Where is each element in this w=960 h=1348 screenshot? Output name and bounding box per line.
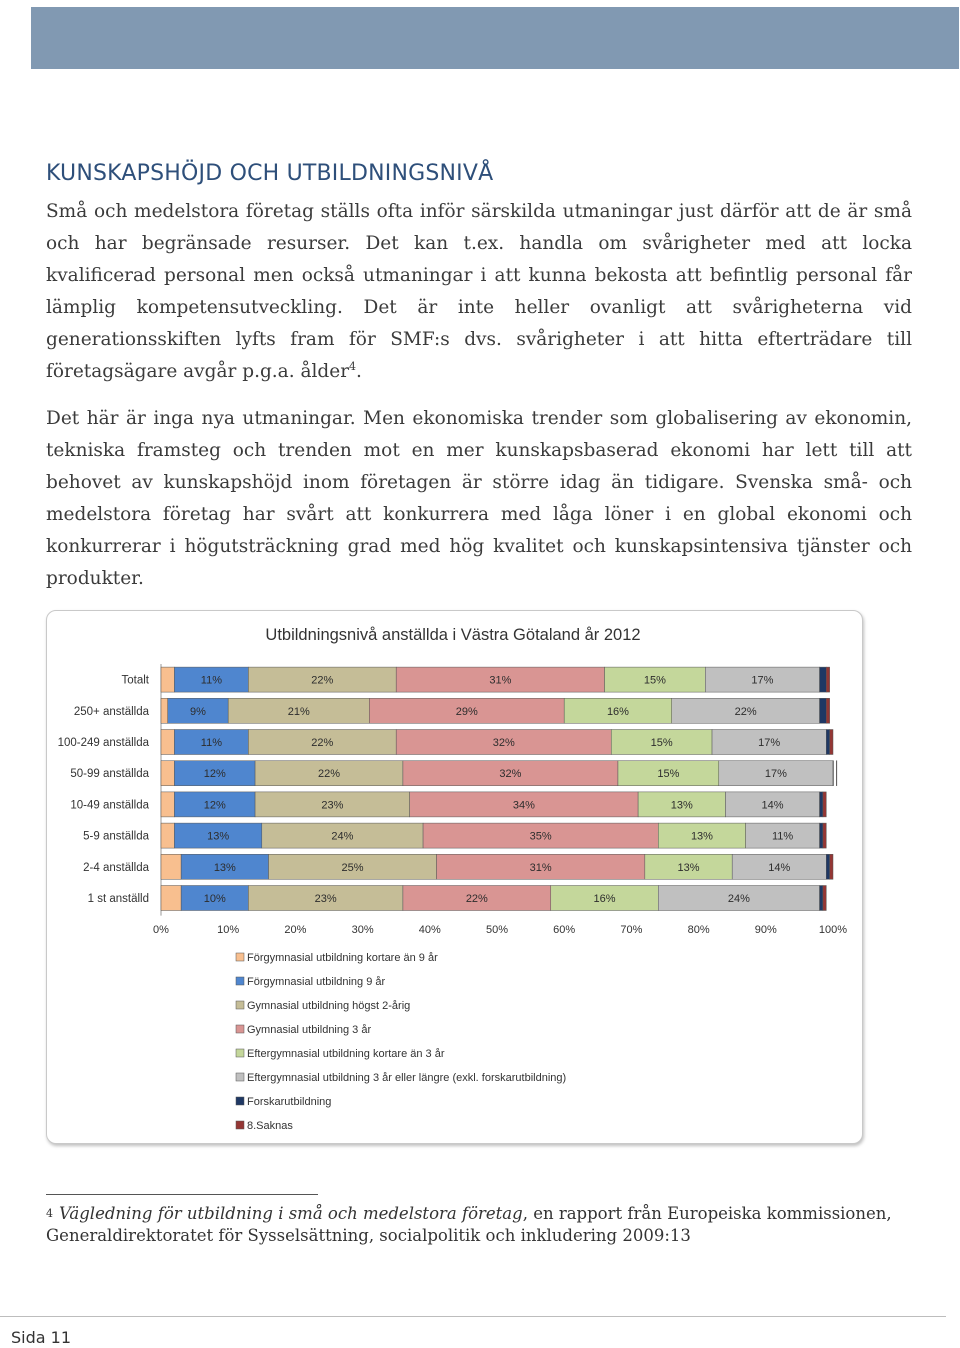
x-tick-label: 0%: [153, 924, 169, 936]
data-label: 22%: [311, 737, 334, 749]
data-label: 14%: [761, 799, 784, 812]
category-label: 100-249 anställda: [57, 737, 149, 749]
bar-segment: [826, 730, 829, 755]
data-label: 34%: [512, 799, 535, 812]
bar-segment: [820, 823, 823, 848]
bar-segment: [826, 854, 829, 879]
data-label: 15%: [657, 768, 680, 781]
header-band: [31, 7, 959, 69]
data-label: 13%: [690, 830, 713, 843]
bar-segment: [833, 761, 834, 786]
bar-segment: [161, 854, 181, 879]
legend-label: Gymnasial utbildning högst 2-årig: [247, 1000, 411, 1012]
data-label: 13%: [670, 799, 693, 812]
data-label: 14%: [768, 861, 791, 874]
bar-segment: [826, 667, 829, 692]
footer-divider: [0, 1316, 946, 1317]
bar-segment: [830, 730, 833, 755]
x-tick-label: 100%: [818, 924, 848, 936]
data-label: 13%: [677, 861, 700, 874]
bar-segment: [823, 823, 826, 848]
bar-segment: [161, 823, 174, 848]
legend-swatch: [236, 1121, 244, 1129]
data-label: 21%: [287, 705, 310, 718]
page-number: Sida 11: [11, 1328, 72, 1347]
category-label: 1 st anställd: [87, 893, 149, 905]
footnote-title: Vägledning för utbildning i små och medelstora företag: [59, 1204, 523, 1223]
category-label: 2-4 anställda: [83, 861, 149, 874]
category-label: 5-9 anställda: [83, 830, 149, 843]
x-tick-label: 10%: [217, 924, 240, 936]
x-tick-label: 70%: [620, 924, 643, 936]
category-label: 50-99 anställda: [70, 768, 149, 781]
education-level-chart: [46, 610, 861, 1142]
legend-label: Eftergymnasial utbildning kortare än 3 år: [247, 1048, 445, 1060]
bar-segment: [826, 698, 829, 723]
bar-segment: [836, 761, 837, 786]
bar-segment: [161, 698, 168, 723]
x-tick-label: 60%: [553, 924, 576, 936]
data-label: 17%: [751, 674, 774, 687]
x-tick-label: 80%: [687, 924, 710, 936]
x-tick-label: 90%: [754, 924, 777, 936]
bar-segment: [823, 886, 826, 911]
bar-segment: [830, 854, 833, 879]
paragraph-1-text: Små och medelstora företag ställs ofta inför särskilda utmaningar just därför att de är små och har begränsade resurser. Det kan t.ex. handla om svårigheter med att locka kvalificerad personal men också utmaningar i att kunna bekosta att befintlig personal får lämplig kompetensutveckling. Det är inte heller ovanligt att svårigheterna vid generationsskiften lyfts fram för SMF:s dvs. svårigheter i att hitta efterträdare till företagsägare avgår p.g.a. ålder: [46, 201, 912, 382]
category-label: 10-49 anställda: [70, 799, 149, 812]
data-label: 23%: [321, 799, 344, 812]
data-label: 15%: [643, 674, 666, 687]
legend-swatch: [236, 977, 244, 985]
data-label: 23%: [314, 893, 337, 905]
footnote-reference: 4: [349, 359, 357, 373]
data-label: 16%: [606, 705, 629, 718]
data-label: 22%: [465, 893, 488, 905]
data-label: 22%: [317, 768, 341, 781]
x-tick-label: 20%: [284, 924, 307, 936]
data-label: 13%: [207, 830, 230, 843]
paragraph-1-end: .: [356, 361, 362, 382]
legend-label: Eftergymnasial utbildning 3 år eller längre (exkl. forskarutbildning): [247, 1072, 567, 1084]
category-label: 250+ anställda: [73, 705, 149, 718]
data-label: 22%: [734, 705, 757, 718]
legend-label: Forskarutbildning: [247, 1096, 332, 1108]
legend-swatch: [236, 1049, 244, 1057]
data-label: 17%: [758, 737, 781, 749]
footnote-text: , en rapport från Europeiska kommissionen, Generaldirektoratet för Sysselsättning, socialpolitik och inkludering 2009:13: [46, 1204, 892, 1245]
bar-segment: [823, 792, 826, 817]
bar-segment: [161, 667, 174, 692]
bar-segment: [161, 792, 174, 817]
data-label: 24%: [727, 893, 750, 905]
legend-label: Förgymnasial utbildning kortare än 9 år: [247, 952, 438, 964]
bar-segment: [820, 667, 827, 692]
section-title: KUNSKAPSHÖJD OCH UTBILDNINGSNIVÅ: [46, 161, 494, 186]
data-label: 15%: [650, 737, 673, 749]
x-tick-label: 40%: [418, 924, 441, 936]
bar-segment: [161, 730, 174, 755]
data-label: 32%: [499, 768, 522, 781]
legend-swatch: [236, 1025, 244, 1033]
data-label: 11%: [200, 737, 223, 749]
legend-swatch: [236, 1001, 244, 1009]
legend-swatch: [236, 1073, 244, 1081]
bar-segment: [820, 698, 827, 723]
footnote-number: 4: [46, 1207, 53, 1220]
data-label: 35%: [529, 830, 552, 843]
x-tick-label: 30%: [351, 924, 374, 936]
bar-segment: [820, 792, 823, 817]
data-label: 13%: [213, 861, 236, 874]
legend-swatch: [236, 953, 244, 961]
paragraph-2: Det här är inga nya utmaningar. Men ekonomiska trender som globalisering av ekonomin, tekniska framsteg och trenden mot en mer kunskapsbaserad ekonomi har lett till att behovet av kunskapshöjd inom företagen är större idag än tidigare. Svenska små- och medelstora företag har svårt att konkurrera med låga löner i en global ekonomi och konkurrerar i högutsträckning grad med hög kvalitet och kunskapsintensiva tjänster och produkter.: [46, 408, 912, 589]
data-label: 17%: [764, 768, 787, 781]
data-label: 12%: [203, 799, 226, 812]
data-label: 31%: [529, 861, 552, 874]
data-label: 31%: [489, 674, 512, 687]
data-label: 12%: [203, 768, 226, 781]
data-label: 16%: [593, 893, 616, 905]
legend-label: Gymnasial utbildning 3 år: [247, 1024, 372, 1036]
data-label: 25%: [341, 861, 364, 874]
data-label: 24%: [331, 830, 354, 843]
legend-swatch: [236, 1097, 244, 1105]
bar-segment: [161, 761, 174, 786]
category-label: Totalt: [121, 674, 149, 687]
legend-label: 8.Saknas: [247, 1120, 293, 1132]
chart-title: Utbildningsnivå anställda i Västra Götaland år 2012: [265, 626, 641, 644]
data-label: 10%: [203, 893, 226, 905]
footnote: [46, 1203, 926, 1247]
legend-label: Förgymnasial utbildning 9 år: [247, 976, 386, 988]
data-label: 11%: [771, 830, 794, 843]
data-label: 32%: [492, 737, 515, 749]
data-label: 29%: [455, 705, 478, 718]
data-label: 22%: [311, 674, 334, 687]
bar-segment: [161, 886, 181, 911]
data-label: 11%: [200, 674, 223, 687]
x-tick-label: 50%: [485, 924, 509, 936]
paragraph-1: [46, 196, 912, 388]
bar-segment: [820, 886, 823, 911]
footnote-divider: [46, 1194, 318, 1195]
data-label: 9%: [190, 705, 206, 718]
